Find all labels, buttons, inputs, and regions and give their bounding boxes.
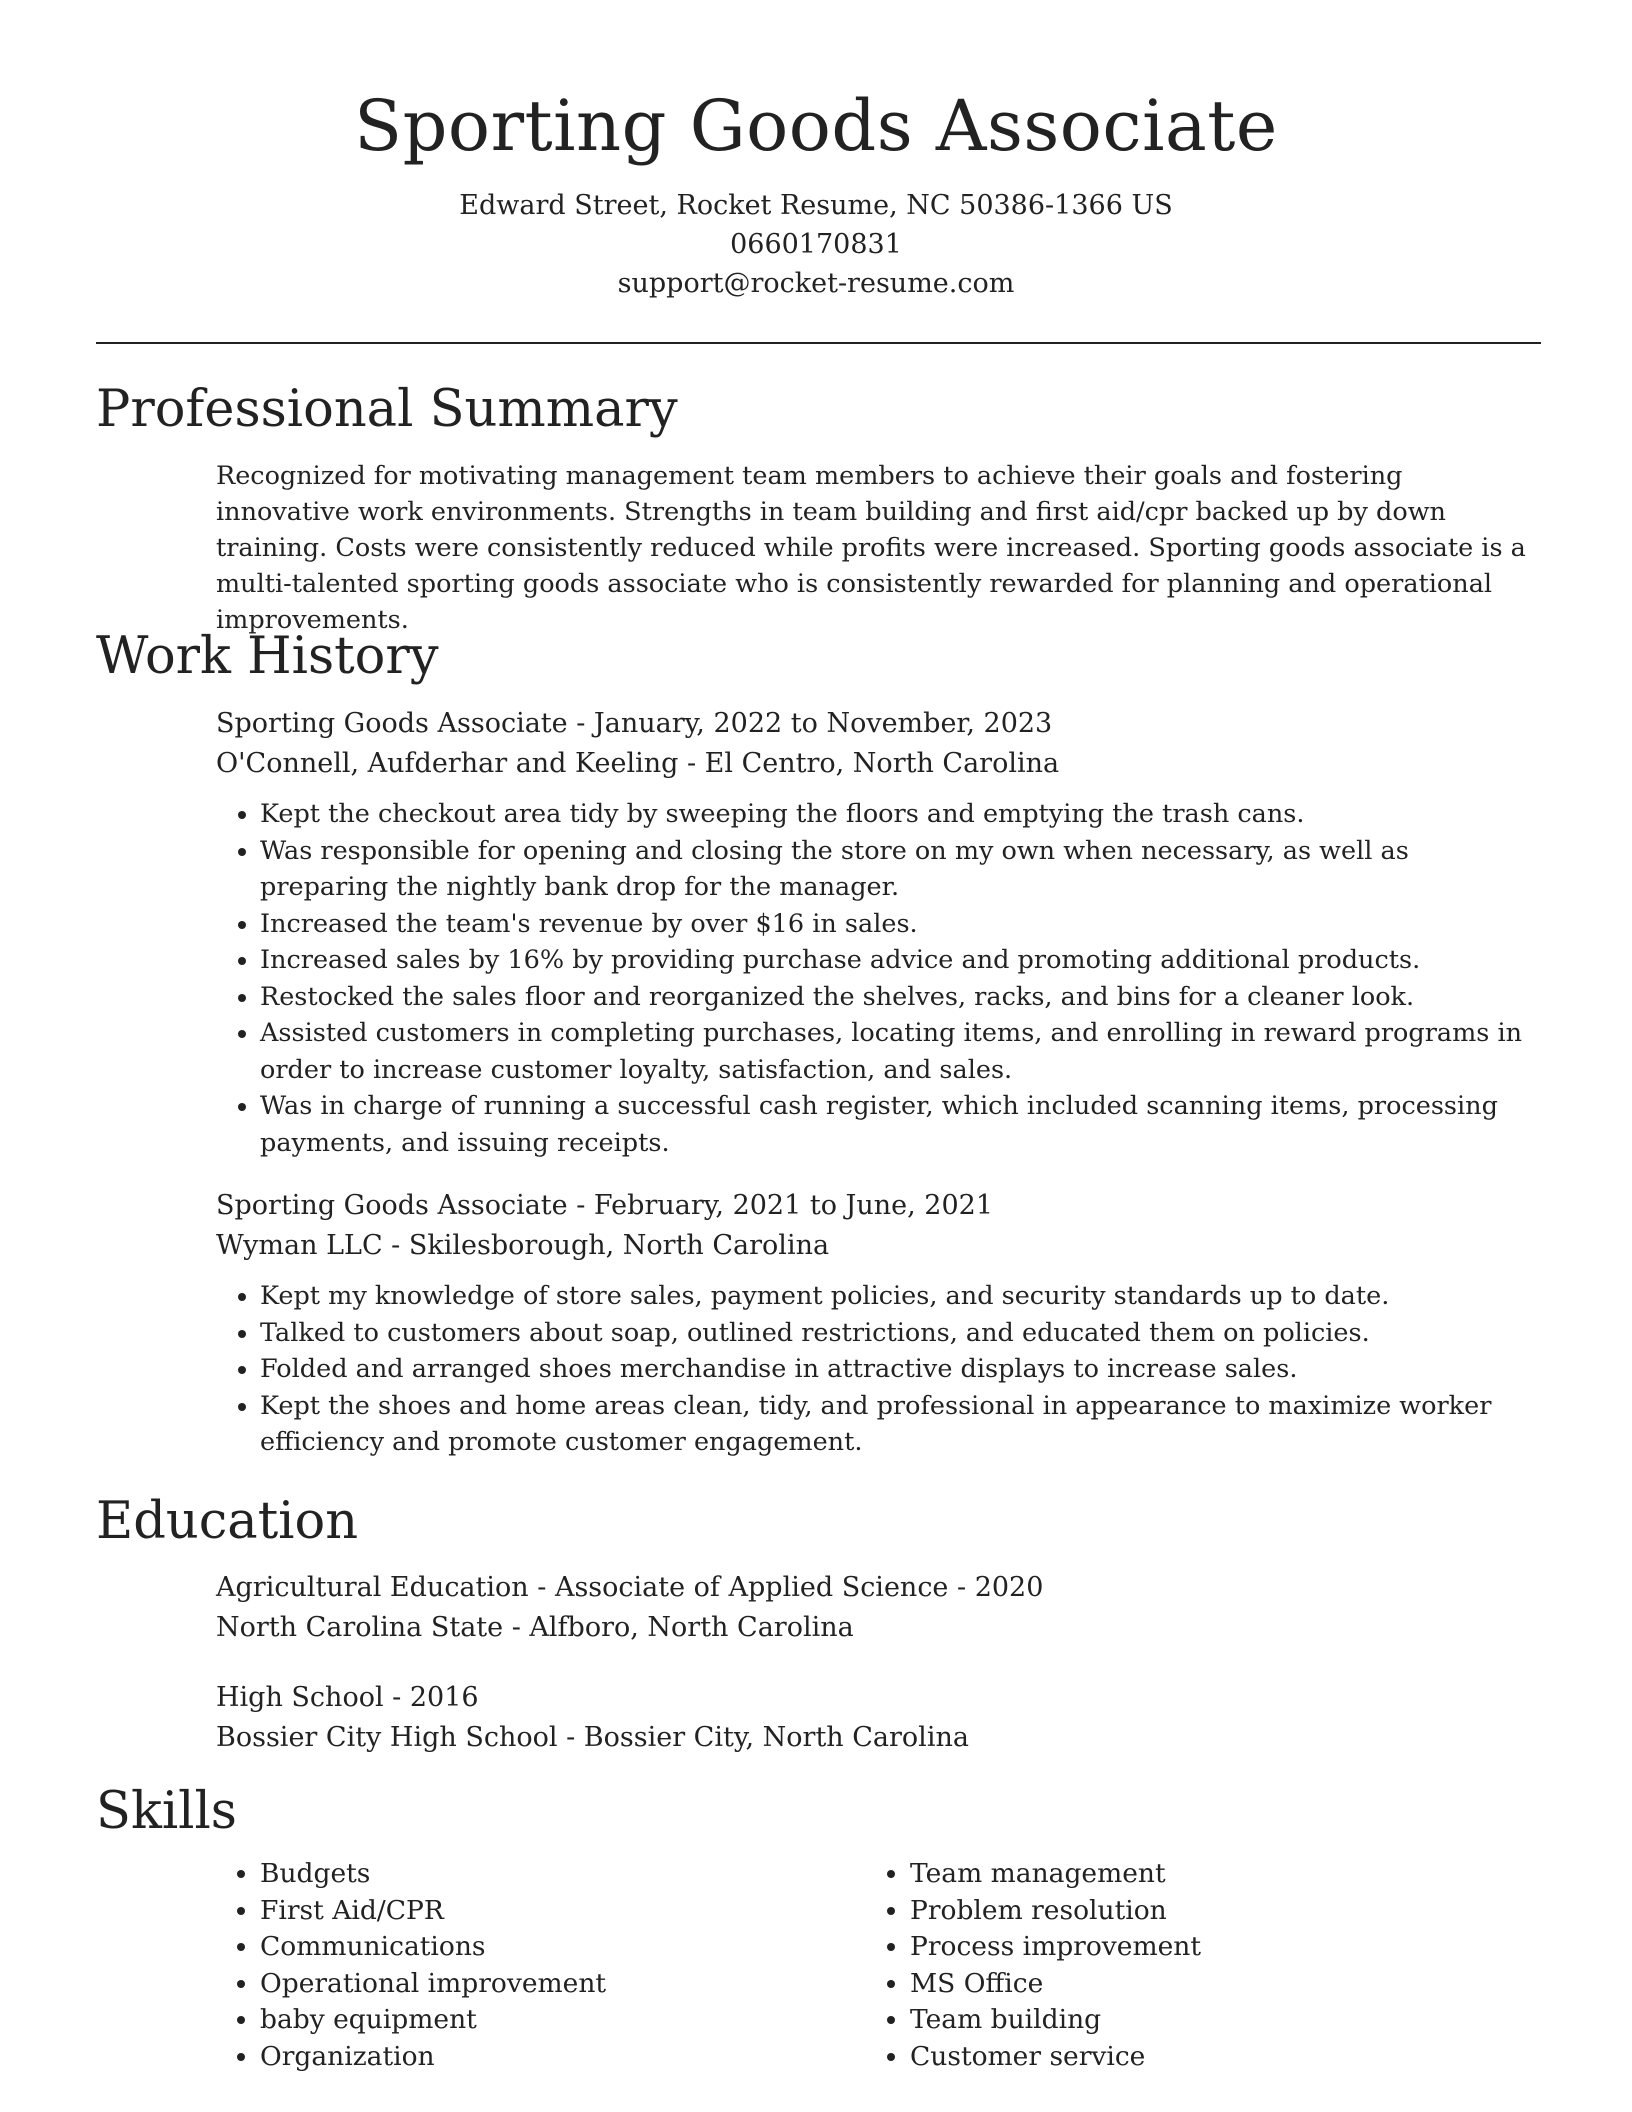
summary-text: Recognized for motivating management team members to achieve their goals and fostering innovative work environments. Strengths in team building and first aid/cpr backed up by down training. Costs were consistently reduced while profits were increased. Sporting goods associate is a multi-talented sporting goods associate who is consistently rewarded for planning and operational improvements.	[216, 461, 1526, 635]
header-divider	[96, 342, 1541, 344]
contact-address: Edward Street, Rocket Resume, NC 50386-1366 US	[459, 190, 1173, 221]
contact-email: support@rocket-resume.com	[617, 268, 1015, 299]
job-entry-1	[216, 704, 1540, 1161]
education-degree-line: Agricultural Education - Associate of Applied Science - 2020	[216, 1572, 1044, 1603]
list-item: • Talked to customers about soap, outlined restrictions, and educated them on policies.	[260, 1315, 1540, 1352]
section-title-skills: Skills	[96, 1782, 237, 1841]
job-bullets	[216, 796, 1540, 1161]
skills-column-right	[866, 1856, 1466, 2075]
section-title-education: Education	[96, 1492, 359, 1551]
list-item: • Communications	[260, 1929, 816, 1966]
list-item: • Was in charge of running a successful cash register, which included scanning items, processing payments, and issuing receipts.	[260, 1088, 1540, 1161]
list-item: • Increased sales by 16% by providing purchase advice and promoting additional products.	[260, 942, 1540, 979]
job-role-line: Sporting Goods Associate - February, 2021 to June, 2021	[216, 1190, 994, 1221]
job-company-line: Wyman LLC - Skilesborough, North Carolina	[216, 1230, 830, 1261]
skills-list-right	[866, 1856, 1466, 2075]
resume-header	[0, 0, 1632, 303]
education-degree-line: High School - 2016	[216, 1682, 479, 1713]
list-item: • Kept the checkout area tidy by sweeping the floors and emptying the trash cans.	[260, 796, 1540, 833]
education-school-line: North Carolina State - Alfboro, North Carolina	[216, 1612, 854, 1643]
candidate-title: Sporting Goods Associate	[354, 85, 1278, 167]
contact-phone: 0660170831	[730, 229, 902, 260]
section-title-work-history: Work History	[96, 627, 439, 686]
skills-column-left	[216, 1856, 816, 2075]
list-item: • Process improvement	[910, 1929, 1466, 1966]
education-entry-2	[216, 1678, 1540, 1758]
education-entry-1	[216, 1568, 1540, 1648]
list-item: • Kept the shoes and home areas clean, tidy, and professional in appearance to maximize worker efficiency and promote customer engagement.	[260, 1388, 1540, 1461]
job-entry-2	[216, 1186, 1540, 1461]
list-item: • Team building	[910, 2002, 1466, 2039]
list-item: • Restocked the sales floor and reorganized the shelves, racks, and bins for a cleaner look.	[260, 979, 1540, 1016]
list-item: • Team management	[910, 1856, 1466, 1893]
skills-list-left	[216, 1856, 816, 2075]
job-bullets	[216, 1278, 1540, 1461]
list-item: • Operational improvement	[260, 1966, 816, 2003]
section-title-summary: Professional Summary	[96, 380, 678, 439]
list-item: • Customer service	[910, 2039, 1466, 2076]
list-item: • Was responsible for opening and closing the store on my own when necessary, as well as preparing the nightly bank drop for the manager.	[260, 833, 1540, 906]
list-item: • Organization	[260, 2039, 816, 2076]
education-school-line: Bossier City High School - Bossier City, North Carolina	[216, 1722, 969, 1753]
list-item: • Folded and arranged shoes merchandise in attractive displays to increase sales.	[260, 1351, 1540, 1388]
list-item: • MS Office	[910, 1966, 1466, 2003]
list-item: • Increased the team's revenue by over $16 in sales.	[260, 906, 1540, 943]
list-item: • First Aid/CPR	[260, 1893, 816, 1930]
job-company-line: O'Connell, Aufderhar and Keeling - El Centro, North Carolina	[216, 748, 1060, 779]
list-item: • baby equipment	[260, 2002, 816, 2039]
job-role-line: Sporting Goods Associate - January, 2022 to November, 2023	[216, 708, 1053, 739]
list-item: • Kept my knowledge of store sales, payment policies, and security standards up to date.	[260, 1278, 1540, 1315]
contact-block	[0, 186, 1632, 303]
list-item: • Assisted customers in completing purchases, locating items, and enrolling in reward programs in order to increase customer loyalty, satisfaction, and sales.	[260, 1015, 1540, 1088]
list-item: • Problem resolution	[910, 1893, 1466, 1930]
list-item: • Budgets	[260, 1856, 816, 1893]
